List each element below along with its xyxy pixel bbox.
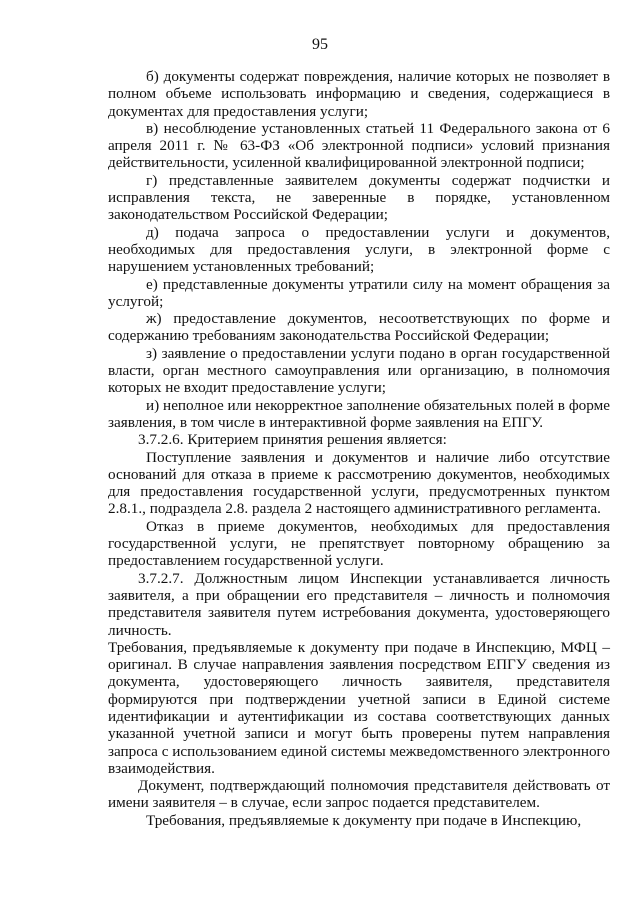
paragraph-section-3726: 3.7.2.6. Критерием принятия решения является: [138, 431, 447, 449]
paragraph-criterion: Поступление заявления и документов и наличие либо отсутствие оснований для отказа в приеме к рассмотрению документов, необходимых для предоставления государственной услуги, предусмотренных пунктом 2.8.1., подраздела 2.8. раздела 2 настоящего административного регламента. [108, 448, 610, 518]
page-number: 95 [312, 36, 328, 53]
paragraph-authority-document: Документ, подтверждающий полномочия представителя действовать от имени заявителя – в случае, если запрос подается представителем. [108, 777, 610, 812]
paragraph-item-i: и) неполное или некорректное заполнение обязательных полей в форме заявления, в том числе в интерактивной форме заявления на ЕПГУ. [108, 396, 610, 431]
paragraph-item-e: е) представленные документы утратили силу на момент обращения за услугой; [108, 275, 610, 310]
paragraph-section-3727: 3.7.2.7. Должностным лицом Инспекции устанавливается личность заявителя, а при обращении его представителя – личность и полномочия представителя заявителя путем истребования документа, удостоверяющего личность. [108, 569, 610, 639]
paragraph-item-z: з) заявление о предоставлении услуги подано в орган государственной власти, орган местного самоуправления или организацию, в полномочия которых не входит предоставление услуги; [108, 344, 610, 397]
document-body [108, 68, 610, 829]
paragraph-item-d: д) подача запроса о предоставлении услуги и документов, необходимых для предоставления услуги, в электронной форме с нарушением установленных требований; [108, 223, 610, 276]
paragraph-refusal: Отказ в приеме документов, необходимых для предоставления государственной услуги, не препятствует повторному обращению за предоставлением государственной услуги. [108, 517, 610, 570]
paragraph-item-g: г) представленные заявителем документы содержат подчистки и исправления текста, не заверенные в порядке, установленном законодательством Российской Федерации; [108, 171, 610, 224]
paragraph-item-v: в) несоблюдение установленных статьей 11 Федерального закона от 6 апреля 2011 г. № 63-ФЗ «Об электронной подписи» условий признания действительности, усиленной квалифицированной электронной подписи; [108, 119, 610, 172]
paragraph-item-b: б) документы содержат повреждения, наличие которых не позволяет в полном объеме использовать информацию и сведения, содержащиеся в документах для предоставления услуги; [108, 68, 610, 120]
paragraph-item-zh: ж) предоставление документов, несоответствующих по форме и содержанию требованиям законодательства Российской Федерации; [108, 310, 610, 345]
paragraph-requirements-continued: Требования, предъявляемые к документу при подаче в Инспекцию, [146, 811, 582, 829]
paragraph-requirements: Требования, предъявляемые к документу при подаче в Инспекцию, МФЦ – оригинал. В случае направления заявления посредством ЕПГУ сведения из документа, удостоверяющего личность заявителя, представителя формируются при подтверждении учетной записи в Единой системе идентификации и аутентификации из состава соответствующих данных указанной учетной записи и могут быть проверены путем направления запроса с использованием единой системы межведомственного электронного взаимодействия. [108, 638, 610, 777]
